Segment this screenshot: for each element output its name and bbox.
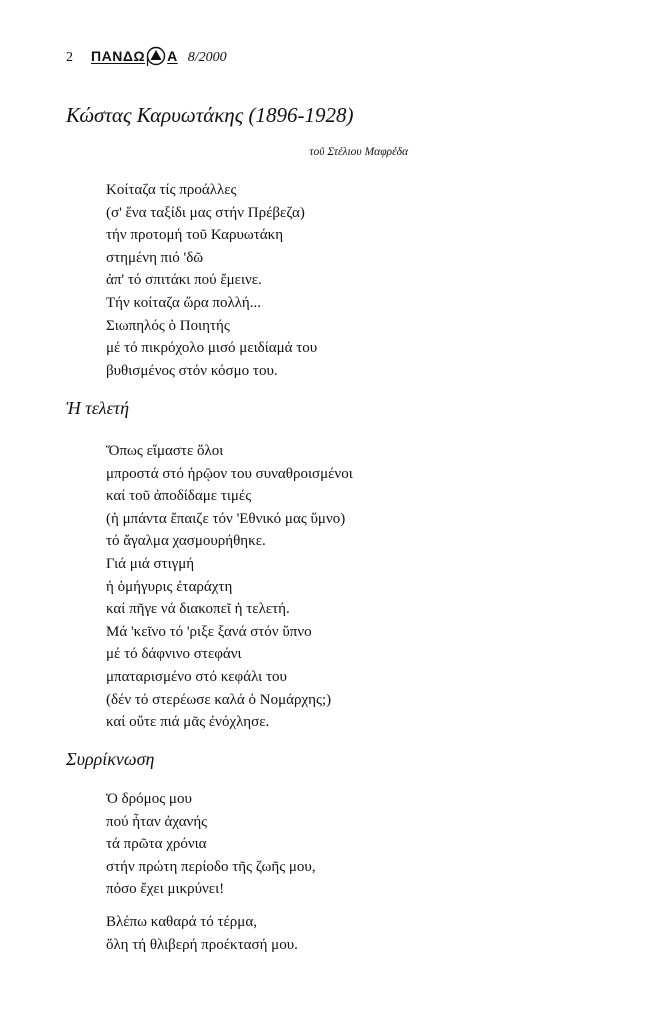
issue-number: 8/2000 [187, 50, 227, 65]
poem-line: Μά 'κεῖνο τό 'ριξε ξανά στόν ὕπνο [106, 623, 312, 640]
poem-title-syrriknosi: Συρρίκνωση [66, 749, 155, 769]
author-byline: τοῦ Στέλιου Μαφρέδα [309, 146, 408, 158]
poem-line: καί τοῦ ἀποδίδαμε τιμές [106, 488, 252, 505]
poem-line: μπαταρισμένο στό κεφάλι του [106, 668, 287, 685]
page-number: 2 [66, 50, 73, 65]
magazine-name-left: ΠΑΝΔΩ [91, 48, 146, 64]
poem-line: μπροστά στό ἡρῷον του συναθροισμένοι [106, 465, 353, 482]
poem-line: Τήν κοίταζα ὥρα πολλή... [106, 294, 262, 311]
poem-line: πόσο ἔχει μικρύνει! [106, 881, 225, 898]
poem-title-teleti: Ἡ τελετή [66, 398, 130, 418]
poem-line: Ὁ δρόμος μου [106, 791, 192, 807]
magazine-logo [91, 46, 178, 66]
poem-line: (δέν τό στερέωσε καλά ὁ Νομάρχης;) [106, 691, 332, 708]
poem-line: τήν προτομή τοῦ Καρυωτάκη [106, 227, 284, 244]
poem-line: (σ' ἕνα ταξίδι μας στήν Πρέβεζα) [106, 204, 305, 221]
syrriknosi-stanza-1 [106, 788, 316, 901]
poem-line: ἀπ' τό σπιτάκι πού ἔμεινε. [106, 272, 262, 289]
poem-line: καί πῆγε νά διακοπεῖ ἡ τελετή. [106, 601, 290, 618]
syrriknosi-stanza-2 [106, 911, 298, 956]
poem-line: Βλέπω καθαρά τό τέρμα, [106, 914, 257, 930]
magazine-name-right: Α [167, 48, 178, 64]
triangle-in-circle-icon [146, 46, 166, 66]
poem-line: ἡ ὁμήγυρις ἐταράχτη [106, 578, 233, 595]
poem-line: μέ τό δάφνινο στεφάνι [106, 646, 242, 663]
poem-line: πού ἦταν ἀχανής [106, 813, 208, 830]
poem-line: Κοίταζα τίς προάλλες [106, 182, 237, 198]
poem-line: στήν πρώτη περίοδο τῆς ζωῆς μου, [106, 858, 316, 875]
poem-line: ὅλη τή θλιβερή προέκτασή μου. [106, 936, 298, 953]
poem-line: στημένη πιό 'δῶ [106, 249, 204, 266]
poem-line: (ἡ μπάντα ἔπαιζε τόν 'Εθνικό μας ὕμνο) [106, 510, 346, 527]
poem-line: καί οὔτε πιά μᾶς ἐνόχλησε. [106, 714, 270, 731]
poem-line: τά πρῶτα χρόνια [106, 836, 207, 853]
teleti-poem-stanza [106, 440, 353, 734]
poem-line: Ὅπως εἴμαστε ὅλοι [106, 443, 224, 459]
first-poem-stanza [106, 179, 317, 382]
article-title: Κώστας Καρυωτάκης (1896-1928) [66, 103, 354, 127]
poem-line: βυθισμένος στόν κόσμο του. [106, 362, 278, 379]
poem-line: τό ἄγαλμα χασμουρήθηκε. [106, 533, 266, 550]
poem-line: Γιά μιά στιγμή [106, 555, 195, 572]
poem-line: Σιωπηλός ὁ Ποιητής [106, 317, 230, 334]
poem-line: μέ τό πικρόχολο μισό μειδίαμά του [106, 340, 318, 357]
running-header [66, 46, 227, 66]
